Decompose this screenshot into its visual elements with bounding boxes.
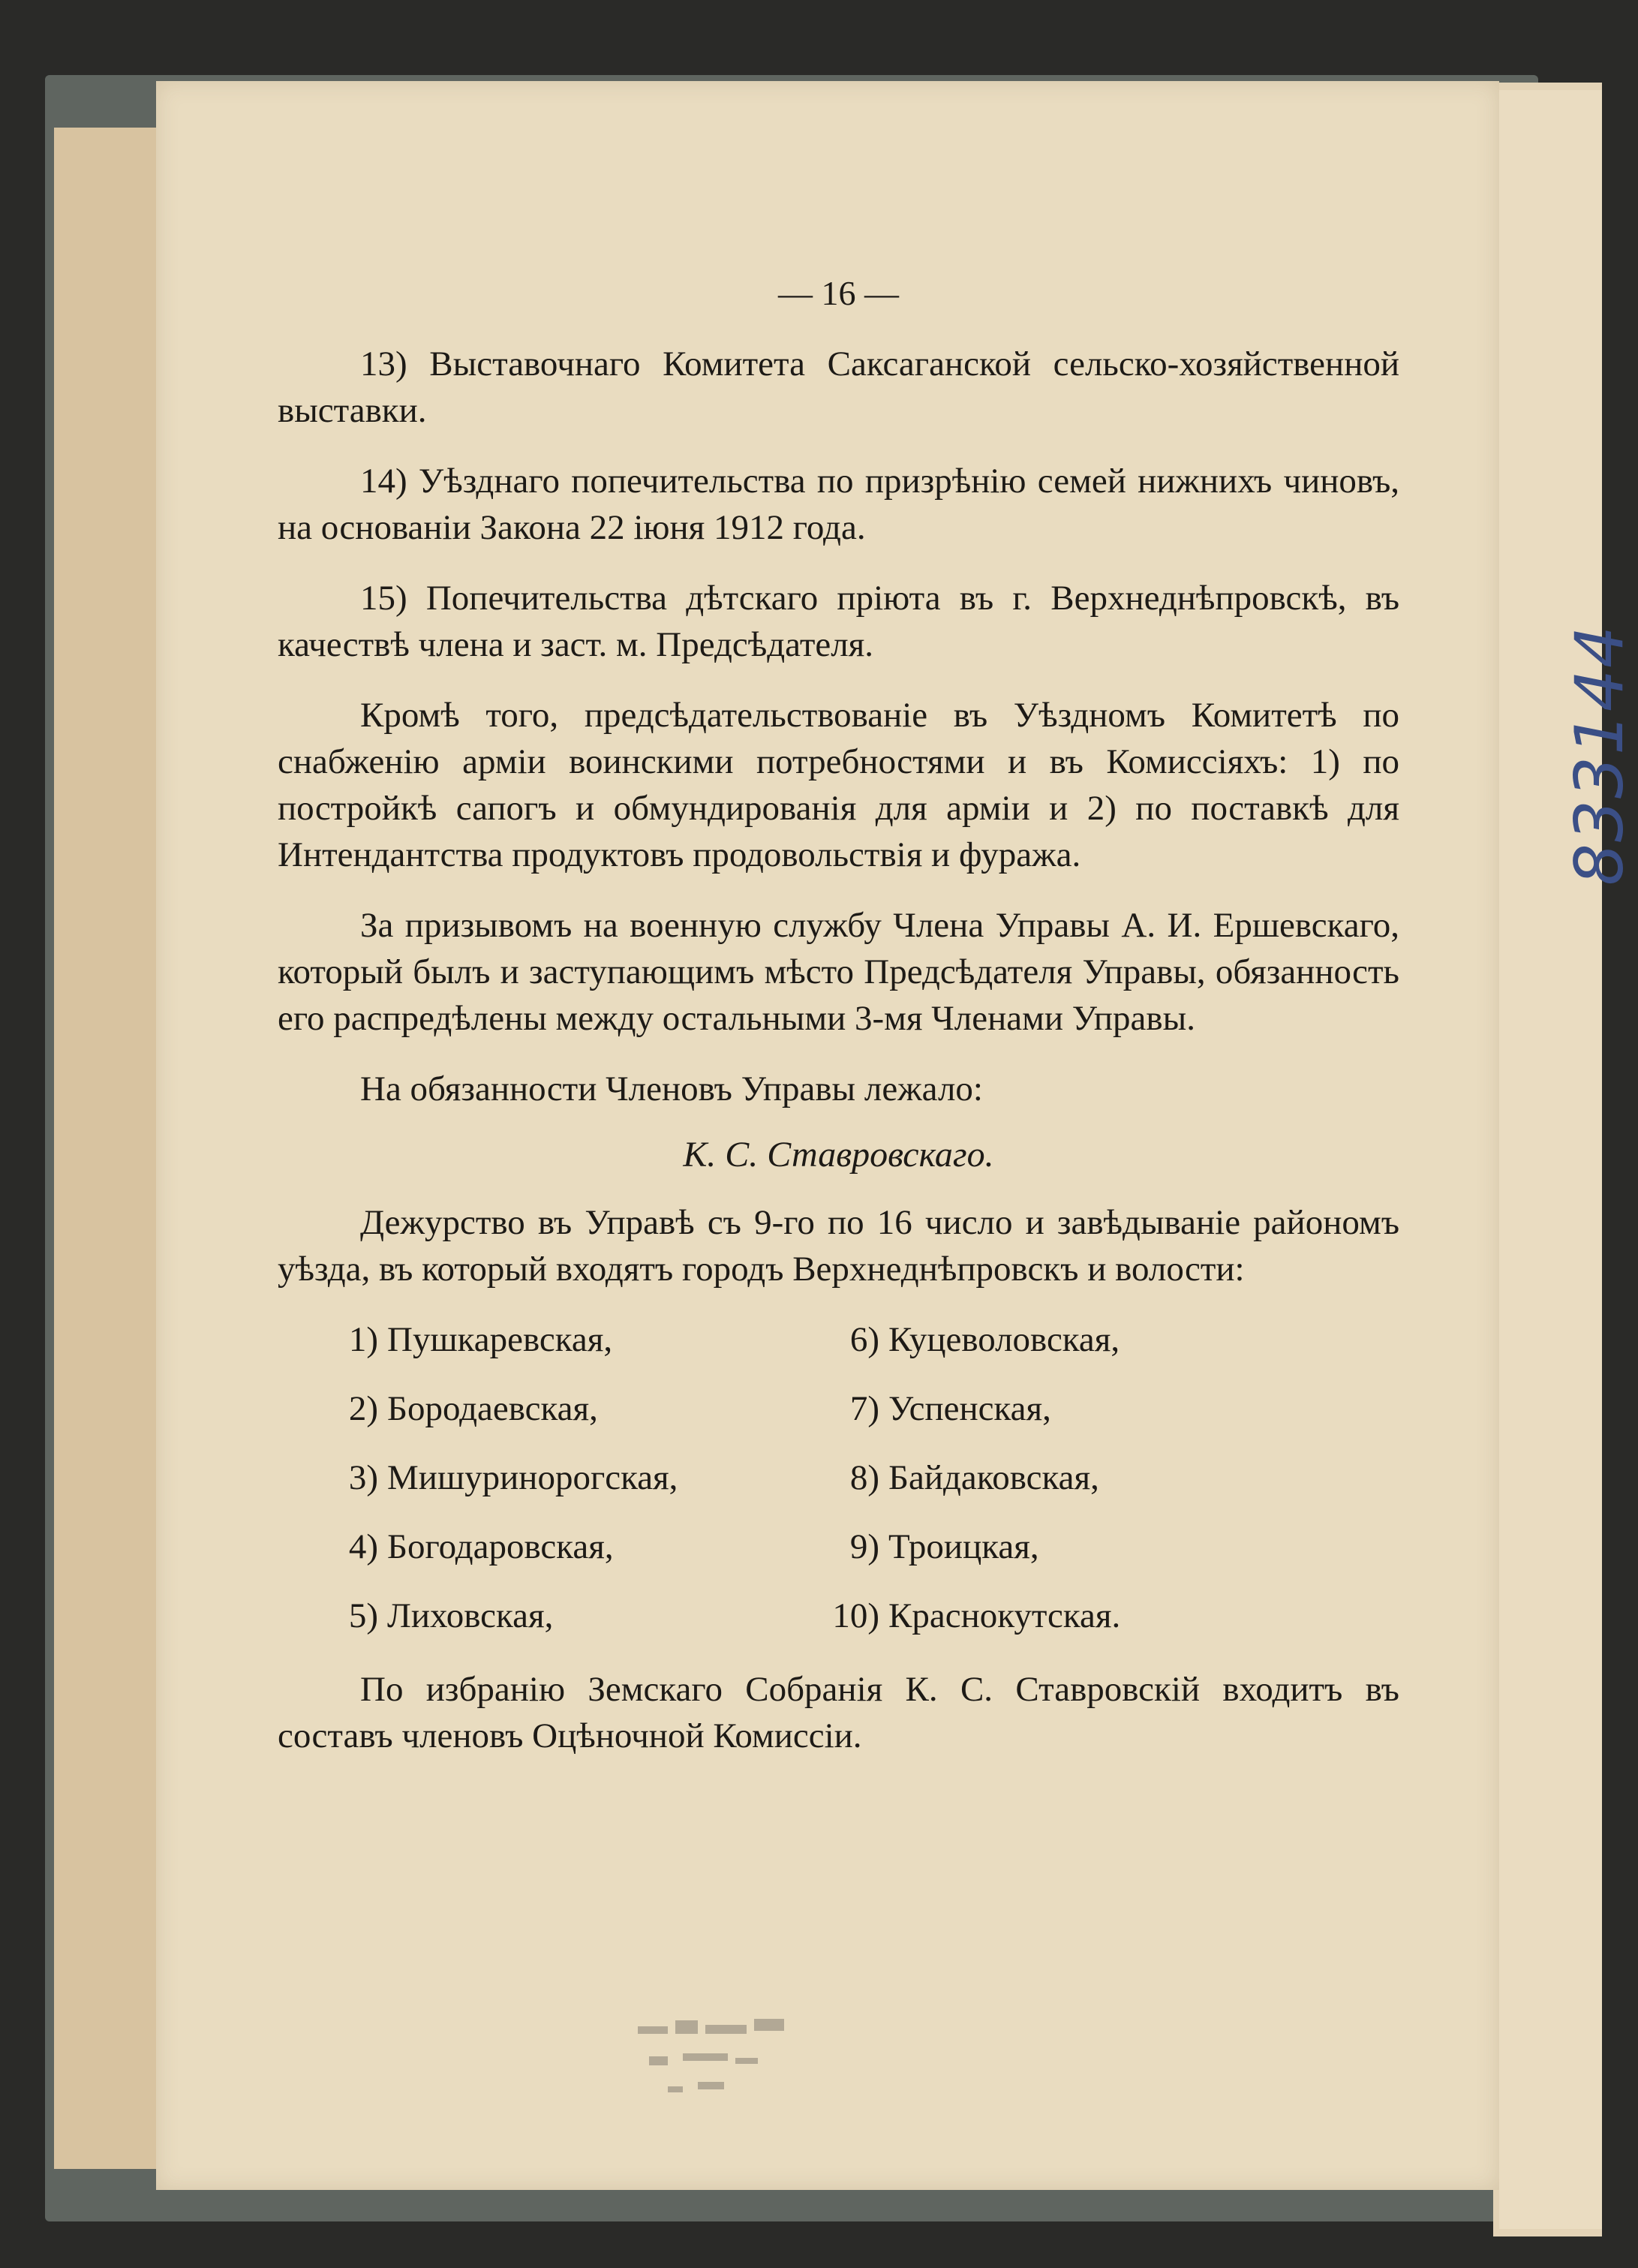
paragraph-chairmanship: Кромѣ того, предсѣдательствованіе въ Уѣздномъ Комитетѣ по снабженію арміи воинскими потребностями и въ Комиссіяхъ: 1) по постройкѣ сапогъ и обмундированія для арміи и 2) по поставкѣ для Интендантства продуктовъ продовольствія и фуража. [278,696,1399,874]
closing-paragraph: По избранію Земскаго Собранія К. С. Ставровскій входитъ въ составъ членовъ Оцѣночной Комиссіи. [278,1670,1399,1755]
list-item: 6) Куцеволовская, [849,1320,1120,1359]
list-item: 2) Бородаевская, [348,1389,598,1428]
right-page-leaf [1493,83,1602,2236]
library-stamp-mark [623,2004,870,2116]
section-heading: К. С. Ставровскаго. [683,1135,994,1175]
paragraph-15: 15) Попечительства дѣтскаго пріюта въ г. Верхнеднѣпровскѣ, въ качествѣ члена и заст. м. Предсѣдателя. [278,579,1399,664]
paragraph-14: 14) Уѣзднаго попечительства по призрѣнію семей нижнихъ чиновъ, на основаніи Закона 22 іюня 1912 года. [278,462,1399,547]
paragraph-13: 13) Выставочнаго Комитета Саксаганской сельско-хозяйственной выставки. [278,344,1399,430]
list-item: 8) Байдаковская, [849,1458,1099,1497]
list-item: 4) Богодаровская, [348,1527,614,1566]
paragraph-conscription: За призывомъ на военную службу Члена Управы А. И. Ершевскаго, который былъ и заступающимъ мѣсто Предсѣдателя Управы, обязанность его распредѣлены между остальными 3-мя Членами Управы. [278,906,1399,1038]
duty-paragraph: Дежурство въ Управѣ съ 9-го по 16 число и завѣдываніе райономъ уѣзда, въ который входятъ городъ Верхнеднѣпровскъ и волости: [278,1203,1399,1289]
list-item: 10) Краснокутская. [832,1596,1121,1635]
list-item: 5) Лиховская, [348,1596,554,1635]
page-number: — 16 — [778,274,899,312]
handwritten-inventory-number: 833144 [1561,624,1638,886]
paragraph-duties-intro: На обязанности Членовъ Управы лежало: [360,1069,983,1108]
list-item: 1) Пушкаревская, [348,1320,613,1359]
list-item: 3) Мишуринорогская, [348,1458,678,1497]
left-page-edge [54,128,167,2169]
list-item: 7) Успенская, [849,1389,1051,1428]
volost-list [278,1316,1399,1639]
page-text [278,270,1399,1783]
list-item: 9) Троицкая, [849,1527,1039,1566]
